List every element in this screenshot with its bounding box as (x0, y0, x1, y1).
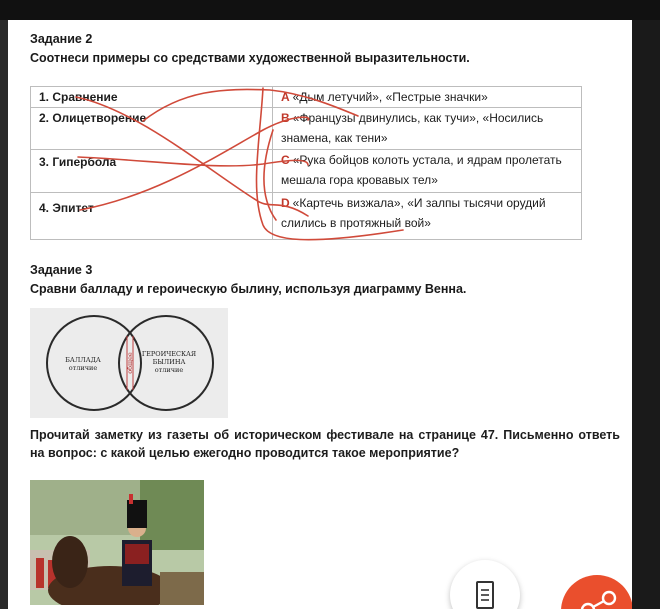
term-cell: 3. Гипербола (31, 150, 273, 192)
scribble-line (256, 88, 403, 240)
document-icon (450, 560, 520, 609)
example-text: «Рука бойцов колоть устала, и ядрам пролетать мешала гора кровавых тел» (281, 153, 562, 187)
venn-middle-label: общее (126, 352, 134, 374)
share-icon (561, 575, 632, 609)
venn-diagram (30, 308, 228, 418)
example-text: «Картечь визжала», «И залпы тысячи орудий слились в протяжный вой» (281, 196, 546, 230)
example-letter: С (281, 153, 290, 167)
task3-instruction: Сравни балладу и героическую былину, используя диаграмму Венна. (30, 282, 467, 296)
scribble-line (76, 97, 308, 216)
task3-heading: Задание 3 (30, 263, 93, 277)
task3-paragraph: Прочитай заметку из газеты об историческом фестивале на странице 47. Письменно ответь на вопрос: с какой целью ежегодно проводится такое мероприятие? (30, 428, 620, 460)
share-button[interactable] (561, 575, 632, 609)
festival-photo (30, 480, 204, 605)
venn-right-title: ГЕРОИЧЕСКАЯ БЫЛИНА (141, 350, 197, 366)
scribble-line (264, 130, 276, 220)
task2-heading: Задание 2 (30, 32, 93, 46)
example-letter: А (281, 90, 290, 104)
venn-left-label (60, 356, 106, 372)
example-text: «Дым летучий», «Пестрые значки» (292, 90, 488, 104)
venn-left-sub: отличие (68, 364, 98, 372)
scribble-line (143, 89, 358, 121)
venn-right-sub: отличие (154, 366, 184, 374)
term-cell: 2. Олицетворение (31, 108, 273, 149)
document-button[interactable] (450, 560, 520, 609)
venn-left-title: БАЛЛАДА (65, 356, 101, 364)
term-cell: 1. Сравнение (31, 87, 273, 107)
example-text: «Французы двинулись, как тучи», «Носились знамена, как тени» (281, 111, 544, 145)
task2-instruction: Соотнеси примеры со средствами художественной выразительности. (30, 51, 470, 65)
venn-right-label (138, 350, 200, 374)
side-strip (632, 20, 660, 609)
top-bar (0, 0, 660, 20)
term-cell: 4. Эпитет (31, 193, 273, 239)
page (8, 20, 632, 609)
scribble-line (78, 157, 308, 166)
example-letter: D (281, 196, 290, 210)
example-letter: В (281, 111, 290, 125)
photo-illustration (30, 480, 204, 605)
scribble-line (80, 117, 309, 210)
